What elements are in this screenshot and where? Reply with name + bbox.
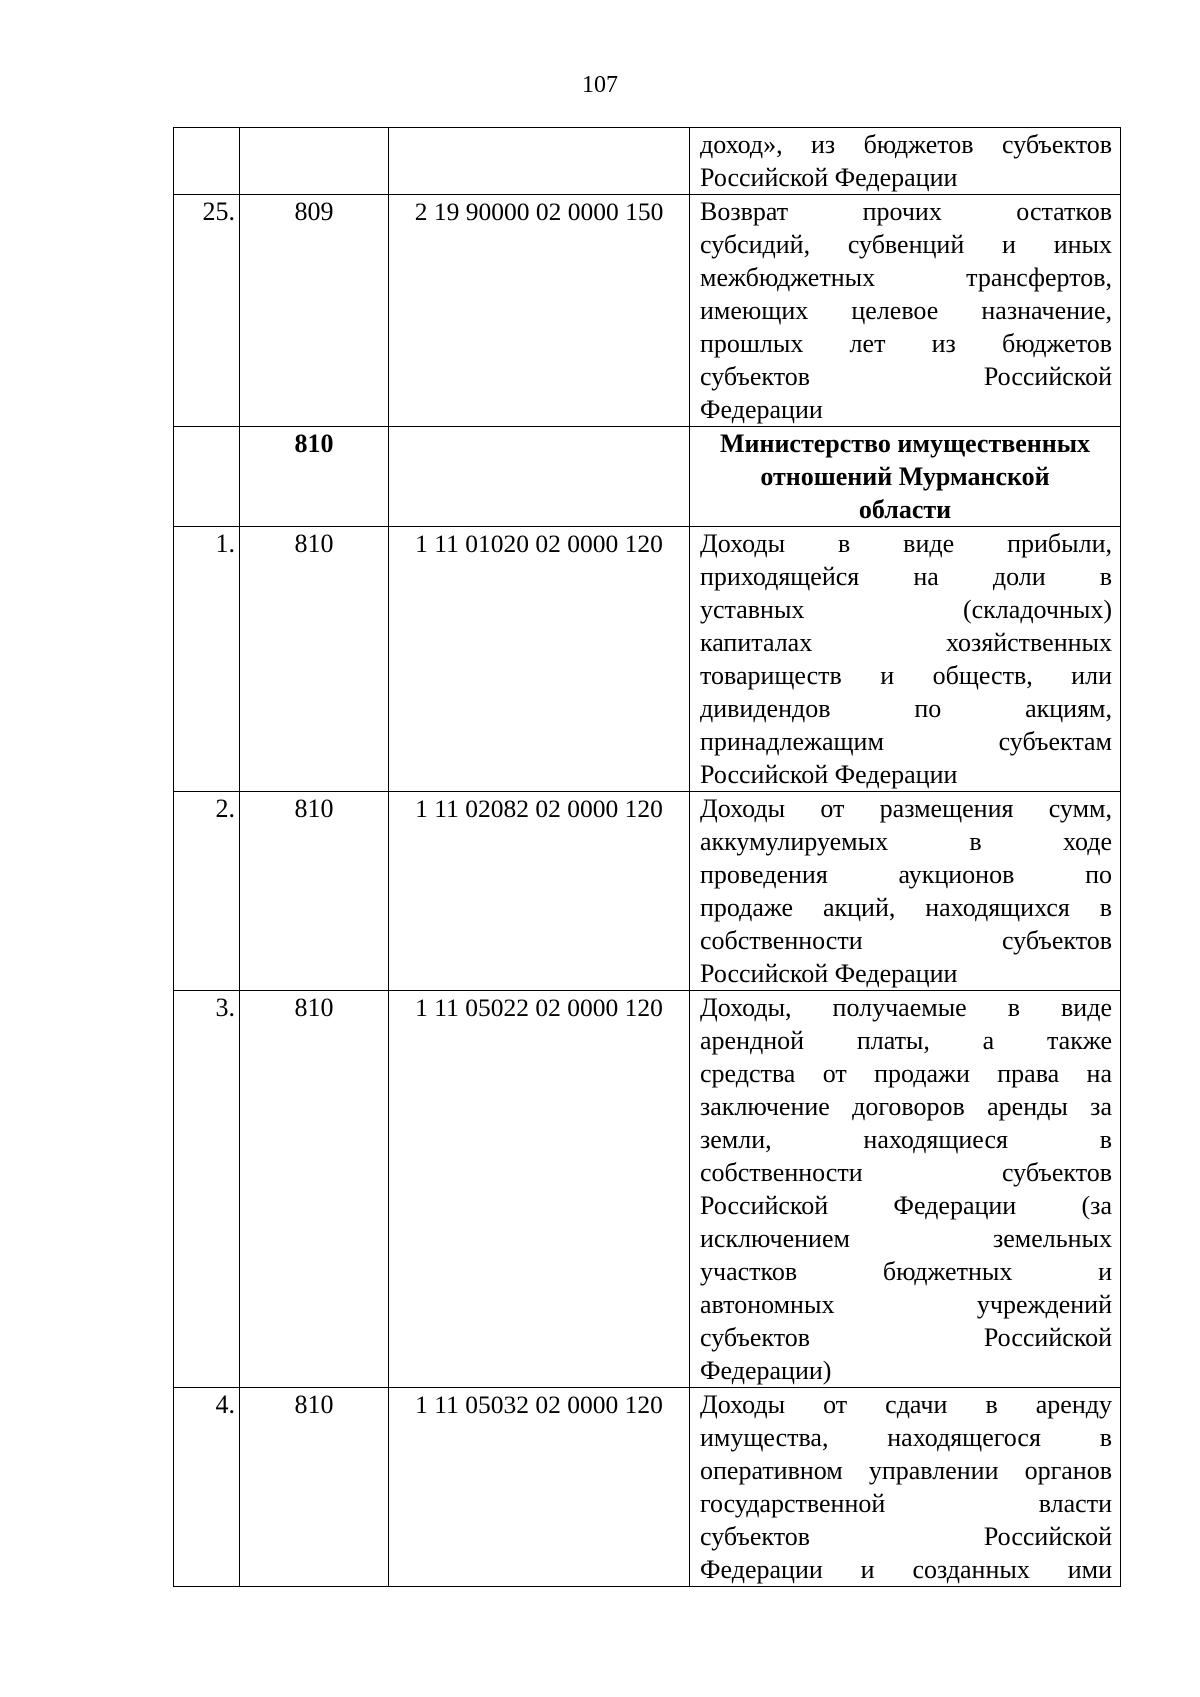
administrator-code: 809	[240, 195, 389, 427]
revenue-name-line: уставных (складочных)	[700, 595, 1112, 624]
administrator-code: 810	[240, 792, 389, 991]
row-number: 25.	[174, 195, 240, 427]
revenue-name	[690, 792, 1121, 991]
revenue-name-line: субсидий, субвенций и иных	[700, 230, 1112, 259]
revenue-name	[690, 1388, 1121, 1587]
revenue-name-line: исключением земельных	[700, 1224, 1112, 1253]
revenue-name-line: Доходы от размещения сумм,	[700, 794, 1112, 823]
table-row	[174, 195, 1121, 427]
revenue-name-line: средства от продажи права на	[700, 1059, 1112, 1088]
row-number: 1.	[174, 527, 240, 792]
revenue-name-line: государственной власти	[700, 1489, 1112, 1518]
revenue-name-line: Федерации и созданных ими	[700, 1555, 1112, 1584]
revenue-name-line: Доходы в виде прибыли,	[700, 529, 1112, 558]
administrator-code	[240, 128, 389, 195]
administrator-code: 810	[240, 991, 389, 1388]
revenue-name-line: доход», из бюджетов субъектов	[700, 130, 1112, 159]
revenue-name-line: собственности субъектов	[700, 1158, 1112, 1187]
revenue-name-line: имеющих целевое назначение,	[700, 296, 1112, 325]
revenue-name-line: дивидендов по акциям,	[700, 694, 1112, 723]
ministry-name-line: отношений Мурманской	[760, 462, 1050, 491]
budget-classification-code	[389, 128, 690, 195]
revenue-name-line: Российской Федерации	[700, 959, 958, 988]
revenue-name-line: Федерации	[700, 395, 823, 424]
table-row	[174, 792, 1121, 991]
administrator-code: 810	[240, 427, 389, 527]
ministry-name-line: Министерство имущественных	[719, 429, 1091, 458]
administrator-code: 810	[240, 1388, 389, 1587]
revenue-name-line: земли, находящиеся в	[700, 1125, 1112, 1154]
revenue-name-line: проведения аукционов по	[700, 860, 1112, 889]
revenue-name-line: Федерации)	[700, 1356, 832, 1385]
revenue-name-line: Российской Федерации	[700, 760, 958, 789]
table-row	[174, 128, 1121, 195]
revenue-name-line: продаже акций, находящихся в	[700, 893, 1112, 922]
row-number: 3.	[174, 991, 240, 1388]
revenue-name-line: заключение договоров аренды за	[700, 1092, 1112, 1121]
revenue-name-line: арендной платы, а также	[700, 1026, 1112, 1055]
revenue-name-line: принадлежащим субъектам	[700, 727, 1112, 756]
revenue-name-line: участков бюджетных и	[700, 1257, 1112, 1286]
revenue-name	[690, 527, 1121, 792]
revenue-name-line: капиталах хозяйственных	[700, 628, 1112, 657]
revenue-name-line: субъектов Российской	[700, 1323, 1112, 1352]
table-row	[174, 1388, 1121, 1587]
revenue-name-line: Доходы от сдачи в аренду	[700, 1390, 1112, 1419]
revenue-name-line: имущества, находящегося в	[700, 1423, 1112, 1452]
revenue-name-line: Доходы, получаемые в виде	[700, 993, 1112, 1022]
budget-classification-code: 1 11 01020 02 0000 120	[389, 527, 690, 792]
revenue-name-line: Российской Федерации (за	[700, 1191, 1112, 1220]
revenue-name	[690, 128, 1121, 195]
revenue-name-line: автономных учреждений	[700, 1290, 1112, 1319]
administrator-code: 810	[240, 527, 389, 792]
revenue-name	[690, 991, 1121, 1388]
page-number: 107	[582, 72, 618, 98]
revenue-name-line: аккумулируемых в ходе	[700, 827, 1112, 856]
revenue-name-line: Возврат прочих остатков	[700, 197, 1112, 226]
table-row	[174, 527, 1121, 792]
revenue-name-line: межбюджетных трансфертов,	[700, 263, 1112, 292]
revenue-name-line: товариществ и обществ, или	[700, 661, 1112, 690]
row-number: 2.	[174, 792, 240, 991]
budget-revenue-table	[173, 127, 1121, 1587]
budget-classification-code	[389, 427, 690, 527]
revenue-name-line: собственности субъектов	[700, 926, 1112, 955]
ministry-header-row	[174, 427, 1121, 527]
row-number	[174, 128, 240, 195]
revenue-name-line: субъектов Российской	[700, 1522, 1112, 1551]
revenue-name	[690, 195, 1121, 427]
revenue-name-line: прошлых лет из бюджетов	[700, 329, 1112, 358]
revenue-name-line: субъектов Российской	[700, 362, 1112, 391]
ministry-name-line: области	[858, 495, 952, 524]
budget-classification-code: 1 11 02082 02 0000 120	[389, 792, 690, 991]
revenue-name-line: Российской Федерации	[700, 163, 958, 192]
ministry-name	[690, 427, 1121, 527]
table-row	[174, 991, 1121, 1388]
budget-classification-code: 1 11 05022 02 0000 120	[389, 991, 690, 1388]
budget-classification-code: 2 19 90000 02 0000 150	[389, 195, 690, 427]
revenue-name-line: оперативном управлении органов	[700, 1456, 1112, 1485]
revenue-name-line: приходящейся на доли в	[700, 562, 1112, 591]
budget-classification-code: 1 11 05032 02 0000 120	[389, 1388, 690, 1587]
row-number	[174, 427, 240, 527]
row-number: 4.	[174, 1388, 240, 1587]
